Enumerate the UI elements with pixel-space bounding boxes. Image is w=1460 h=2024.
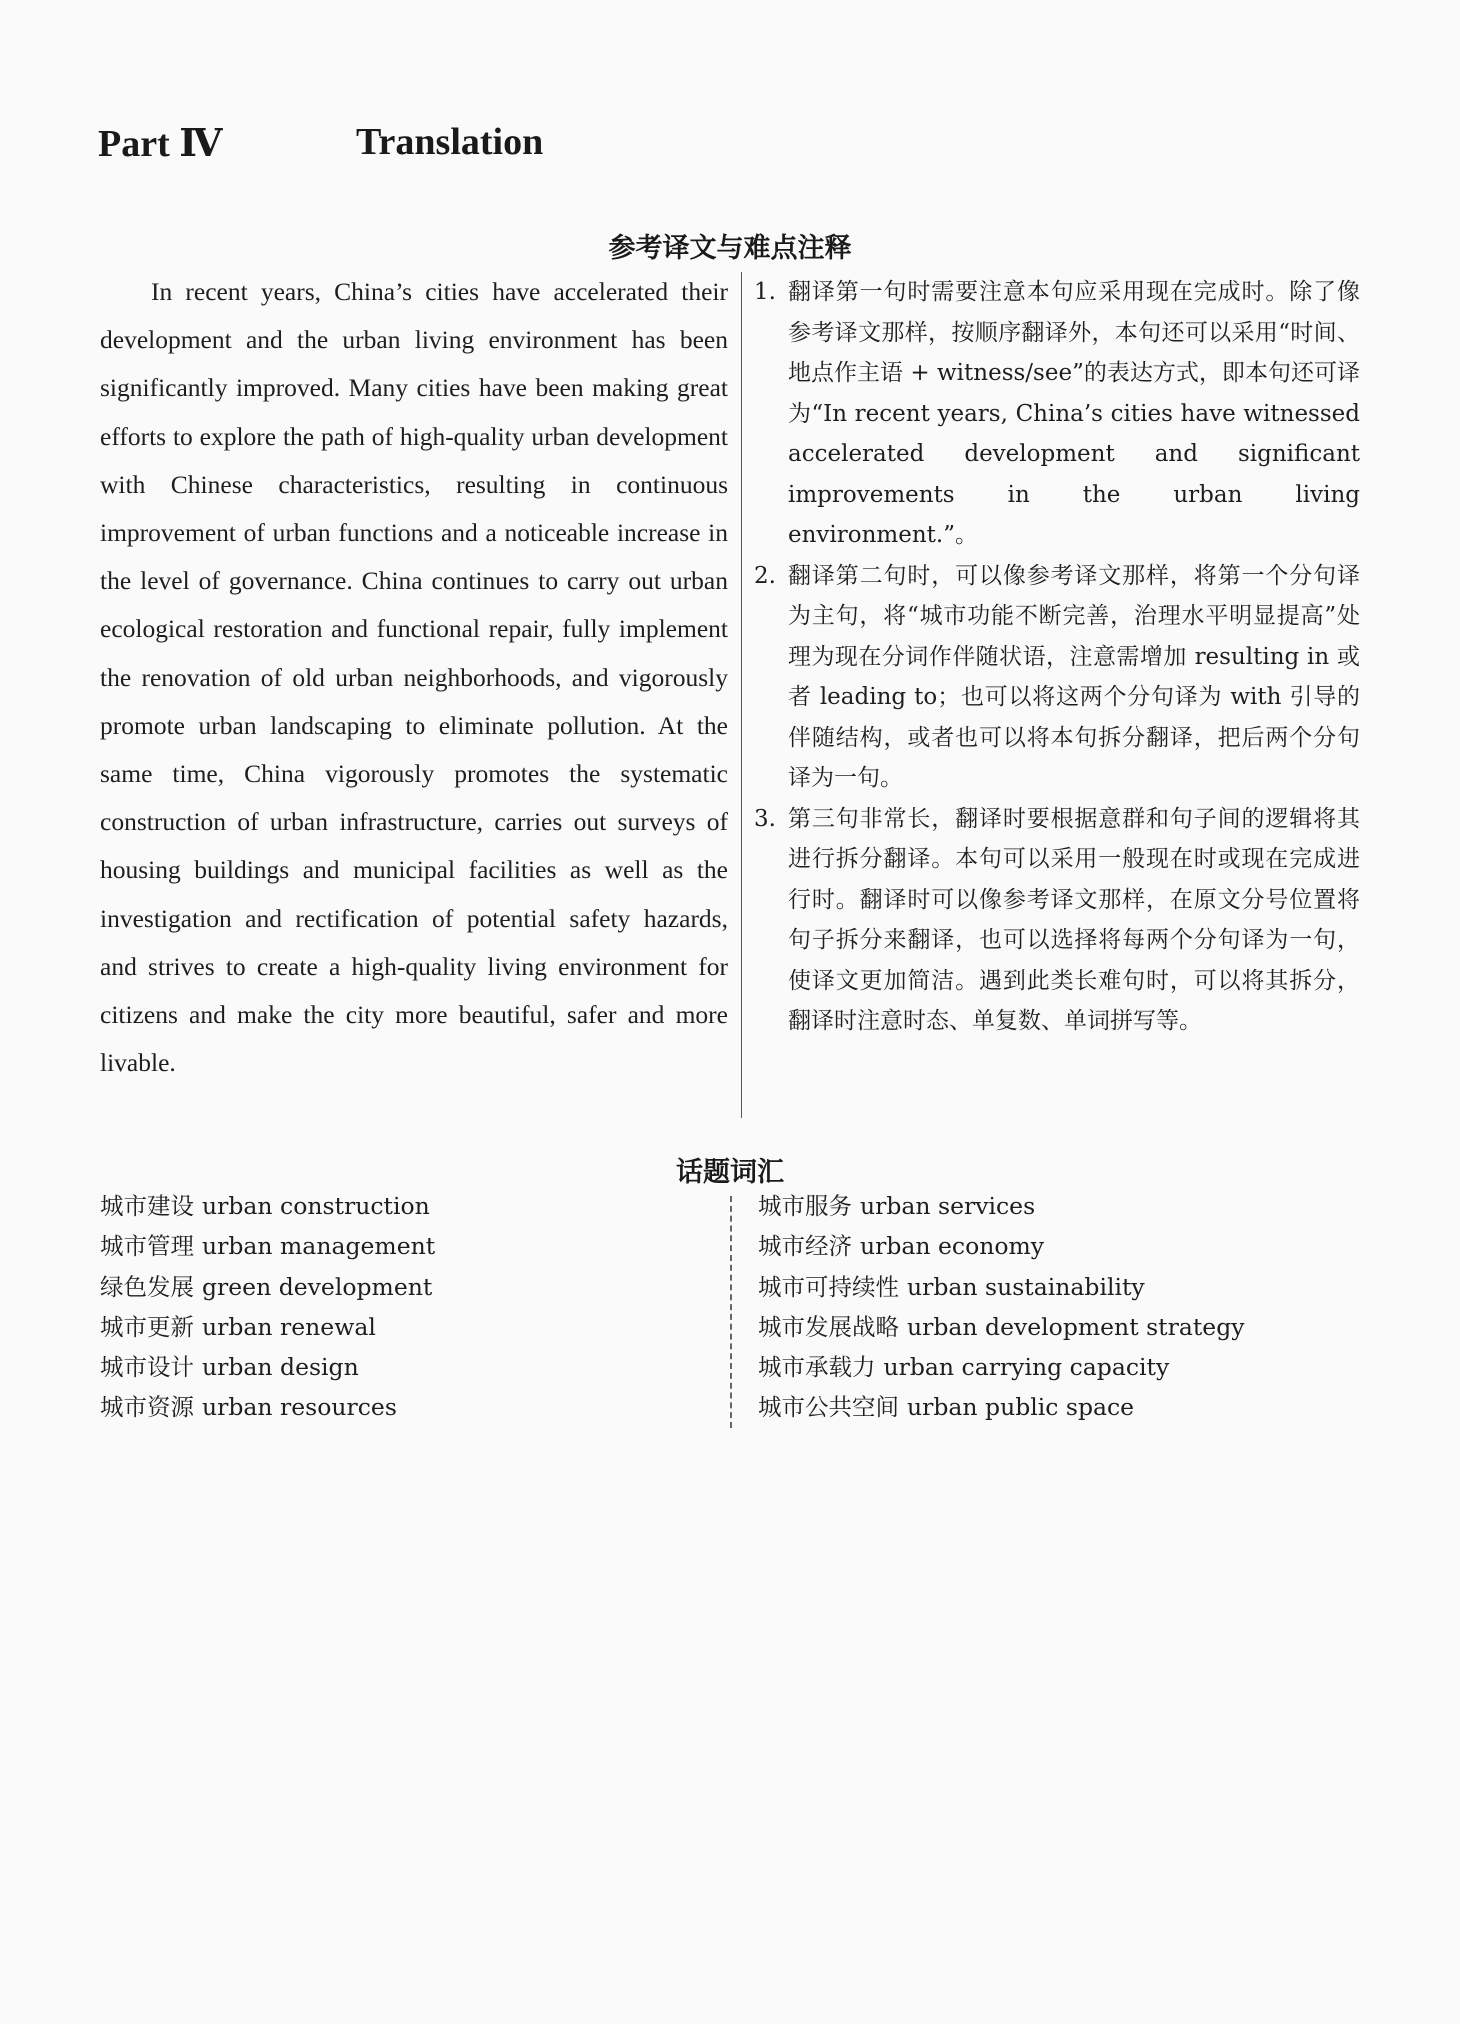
vocabulary-term-en: urban economy — [860, 1232, 1045, 1261]
note-item — [752, 799, 1360, 1042]
note-text: 第三句非常长，翻译时要根据意群和句子间的逻辑将其进行拆分翻译。本句可以采用一般现在时或现在完成进行时。翻译时可以像参考译文那样，在原文分号位置将句子拆分来翻译，也可以选择将每两个分句译为一句，使译文更加简洁。遇到此类长难句时，可以将其拆分，翻译时注意时态、单复数、单词拼写等。 — [788, 805, 1360, 1034]
note-number: 3. — [754, 805, 776, 832]
vocabulary-item — [758, 1226, 1398, 1266]
note-number: 2. — [754, 562, 776, 589]
vocabulary-item — [100, 1226, 700, 1266]
note-text: 翻译第二句时，可以像参考译文那样，将第一个分句译为主句，将“城市功能不断完善，治理水平明显提高”处理为现在分词作伴随状语，注意需增加 resulting in 或者 leading to；也可以将这两个分句译为 with 引导的伴随结构，或者也可以将本句拆分翻译，把后两个分句译为一句。 — [788, 562, 1360, 791]
vocabulary-term-zh: 城市服务 — [758, 1192, 852, 1220]
vocabulary-list-left — [100, 1186, 700, 1428]
vocabulary-term-zh: 绿色发展 — [100, 1272, 194, 1301]
vocabulary-term-en: urban services — [860, 1192, 1036, 1220]
vocabulary-term-zh: 城市管理 — [100, 1232, 194, 1261]
vocabulary-item — [758, 1267, 1398, 1307]
vocabulary-term-en: urban public space — [907, 1393, 1135, 1422]
vocabulary-term-en: urban renewal — [202, 1312, 376, 1341]
part-title: Translation — [356, 121, 544, 163]
vocabulary-term-en: urban sustainability — [907, 1272, 1145, 1301]
vocabulary-term-en: urban resources — [202, 1393, 397, 1422]
vocabulary-term-en: urban design — [202, 1353, 359, 1382]
vocabulary-term-zh: 城市公共空间 — [758, 1393, 899, 1422]
vocabulary-item — [758, 1387, 1398, 1427]
vocabulary-item — [100, 1347, 700, 1387]
vocabulary-term-en: urban carrying capacity — [883, 1353, 1170, 1382]
vocabulary-term-en: urban management — [202, 1232, 436, 1261]
vocabulary-term-en: green development — [202, 1272, 433, 1301]
vocabulary-term-en: urban development strategy — [907, 1312, 1245, 1341]
vocabulary-term-zh: 城市承载力 — [758, 1353, 876, 1382]
vocabulary-item — [758, 1307, 1398, 1347]
vocabulary-term-zh: 城市经济 — [758, 1232, 852, 1261]
vocabulary-list-right — [758, 1186, 1398, 1428]
vocabulary-term-zh: 城市资源 — [100, 1393, 194, 1422]
vocabulary-item — [100, 1307, 700, 1347]
vocabulary-term-zh: 城市设计 — [100, 1353, 194, 1382]
translation-section-title: 参考译文与难点注释 — [608, 233, 852, 264]
vocabulary-item — [100, 1387, 700, 1427]
vocabulary-term-zh: 城市可持续性 — [758, 1272, 899, 1301]
vocabulary-term-zh: 城市发展战略 — [758, 1312, 899, 1341]
note-item — [752, 556, 1360, 799]
note-text: 翻译第一句时需要注意本句应采用现在完成时。除了像参考译文那样，按顺序翻译外，本句还可以采用“时间、地点作主语 + witness/see”的表达方式，即本句还可译为“In recent years, China’s cities have witnessed accelerated development and significant improvements in the urban living environment.”。 — [788, 279, 1360, 548]
part-label: Part Ⅳ — [98, 123, 223, 165]
vocabulary-term-zh: 城市更新 — [100, 1312, 194, 1341]
vocabulary-item — [758, 1186, 1398, 1226]
vocabulary-item — [100, 1186, 700, 1226]
difficulty-notes — [752, 272, 1360, 1042]
vocabulary-item — [758, 1347, 1398, 1387]
vocabulary-term-zh: 城市建设 — [100, 1192, 194, 1220]
vocabulary-item — [100, 1267, 700, 1307]
reference-translation — [100, 268, 728, 1087]
column-divider — [741, 272, 742, 1118]
vocabulary-term-en: urban construction — [202, 1192, 430, 1220]
vocabulary-divider — [730, 1196, 732, 1428]
note-number: 1. — [754, 279, 776, 305]
reference-translation-text: In recent years, China’s cities have accelerated their development and the urban living environment has been significantly improved. Many cities have been making great efforts to explore the path of high-quality urban development with Chinese characteristics, resulting in continuous improvement of urban functions and a noticeable increase in the level of governance. China continues to carry out urban ecological restoration and functional repair, fully implement the renovation of old urban neighborhoods, and vigorously promote urban landscaping to eliminate pollution. At the same time, China vigorously promotes the systematic construction of urban infrastructure, carries out surveys of housing buildings and municipal facilities as well as the investigation and rectification of potential safety hazards, and strives to create a high-quality living environment for citizens and make the city more beautiful, safer and more livable. — [100, 277, 728, 1078]
vocabulary-section-title: 话题词汇 — [676, 1157, 784, 1188]
note-item — [752, 272, 1360, 556]
